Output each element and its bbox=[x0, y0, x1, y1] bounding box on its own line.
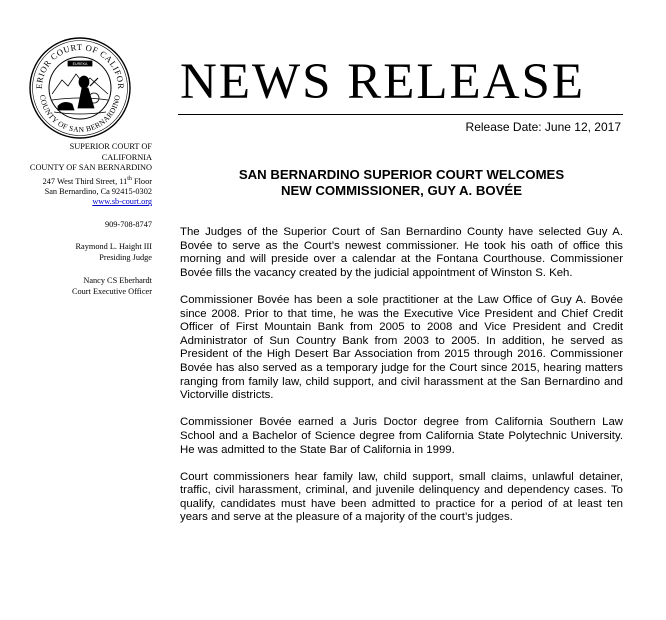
article-title-line1: SAN BERNARDINO SUPERIOR COURT WELCOMES bbox=[238, 167, 565, 182]
address-line2: San Bernardino, Ca 92415-0302 bbox=[44, 186, 152, 196]
release-date: Release Date: June 12, 2017 bbox=[465, 120, 621, 134]
article-title-line2: NEW COMMISSIONER, GUY A. BOVÉE bbox=[280, 183, 523, 198]
article-paragraph: The Judges of the Superior Court of San Bernardino County have selected Guy A. Bovée to serve as the Court’s newest commissioner. He took his oath of office this morning and will preside over a calendar at the Fontana Courthouse. Commissioner Bovée fills the vacancy created by the judicial appointment of Winston S. Keh. bbox=[180, 226, 623, 279]
court-seal-logo bbox=[28, 36, 132, 140]
sidebar-contact-info bbox=[0, 142, 152, 297]
org-name-line3: COUNTY OF SAN BERNARDINO bbox=[29, 163, 152, 172]
executive-officer-title: Court Executive Officer bbox=[71, 286, 152, 296]
seal-top-text: ERIOR COURT OF CALIFOR bbox=[33, 41, 127, 90]
address-line1: 247 West Third Street, 11th Floor bbox=[42, 175, 152, 186]
article-paragraph: Court commissioners hear family law, child support, small claims, unlawful detainer, traffic, civil harassment, criminal, and juvenile delinquency and dependency cases. To qualify, candidates must have been admitted to practice for a period of at least ten years and serve at the pleasure of a majority of the court’s judges. bbox=[180, 470, 623, 524]
presiding-judge-name: Raymond L. Haight III bbox=[75, 242, 152, 252]
seal-bottom-text: COUNTY OF SAN BERNARDINO bbox=[38, 94, 122, 135]
article-body bbox=[180, 226, 623, 539]
seal-banner-text: EUREKA bbox=[72, 62, 88, 66]
phone-number: 909-708-8747 bbox=[104, 219, 152, 229]
article-paragraph: Commissioner Bovée has been a sole practitioner at the Law Office of Guy A. Bovée since 2008. Prior to that time, he was the Executive Vice President and Chief Credit Officer of First Mountain Bank from 2005 to 2008 and Vice President and Credit Administrator of Sun Country Bank from 2003 to 2005. In addition, he served as President of the High Desert Bar Association from 2015 through 2016. Commissioner Bovée has also served as a temporary judge for the Court since 2015, hearing matters ranging from family law, child support, and civil harassment at the San Bernardino and Victorville districts. bbox=[180, 293, 623, 402]
website-link[interactable]: www.sb-court.org bbox=[92, 197, 152, 207]
header-divider bbox=[178, 114, 623, 115]
news-release-headline: NEWS RELEASE bbox=[180, 54, 586, 110]
org-name-line1: SUPERIOR COURT OF bbox=[69, 142, 152, 151]
org-name-line2: CALIFORNIA bbox=[101, 152, 152, 162]
presiding-judge-title: Presiding Judge bbox=[99, 252, 152, 262]
article-paragraph: Commissioner Bovée earned a Juris Doctor degree from California Southern Law School and a Bachelor of Science degree from California State Polytechnic University. He was admitted to the State Bar of California in 1999. bbox=[180, 416, 623, 456]
seal-emblem bbox=[52, 61, 108, 114]
executive-officer-name: Nancy CS Eberhardt bbox=[83, 276, 152, 286]
court-seal-graphic bbox=[28, 36, 132, 140]
article-title bbox=[180, 167, 623, 199]
